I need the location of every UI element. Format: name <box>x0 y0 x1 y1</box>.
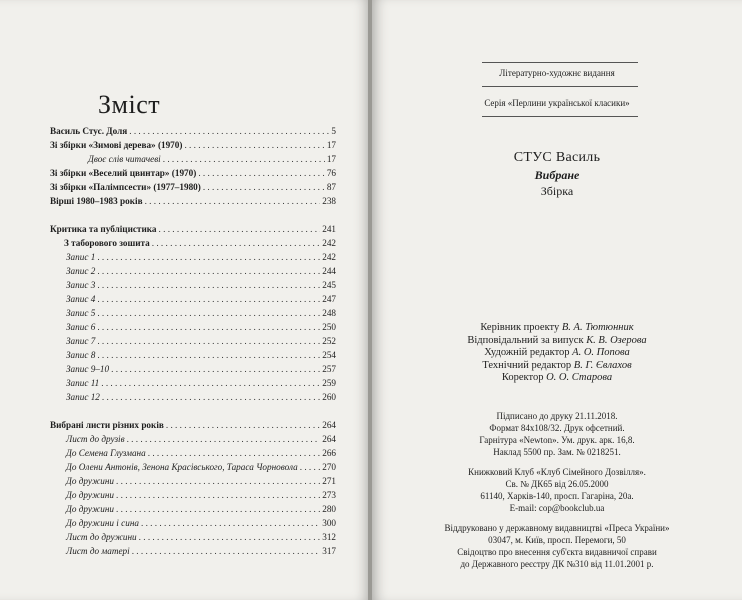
toc-entry <box>50 250 336 264</box>
toc-leader-dots <box>139 530 321 544</box>
toc-entry <box>50 502 336 516</box>
toc-entry <box>50 334 336 348</box>
toc-entry <box>50 488 336 502</box>
credit-person: О. О. Старова <box>546 372 613 383</box>
top-rule <box>482 62 638 63</box>
toc-leader-dots <box>97 334 320 348</box>
credit-person: В. Г. Євлахов <box>573 359 632 371</box>
toc-entry <box>50 544 336 558</box>
toc-entry-title: До Семена Глузмана <box>66 448 146 458</box>
toc-page-number: 264 <box>322 420 336 430</box>
toc-section <box>50 222 336 404</box>
toc-leader-dots <box>129 124 329 138</box>
toc-page-number: 273 <box>322 490 336 500</box>
toc-page-number: 248 <box>322 308 336 318</box>
toc-leader-dots <box>116 474 320 488</box>
toc-leader-dots <box>152 236 320 250</box>
toc-leader-dots <box>97 250 320 264</box>
toc-page-number: 76 <box>326 168 336 178</box>
toc-page-number: 257 <box>322 364 336 374</box>
print-info-line: Наклад 5500 пр. Зам. № 0218251. <box>493 447 621 457</box>
toc-entry <box>50 180 336 194</box>
toc-page-number: 17 <box>326 154 336 164</box>
toc-entry-title: До дружини <box>66 476 114 486</box>
toc-entry-title: Запис 7 <box>66 336 96 346</box>
publisher-line: 61140, Харків-140, просп. Гагаріна, 20а. <box>480 491 634 501</box>
toc-entry-title: Критика та публіцистика <box>50 224 157 234</box>
credit-line <box>372 372 742 385</box>
toc-page-number: 312 <box>322 532 336 542</box>
toc-entry <box>50 264 336 278</box>
toc-entry <box>50 376 336 390</box>
toc-section <box>50 124 336 208</box>
toc-entry <box>50 348 336 362</box>
toc-page-number: 5 <box>331 126 336 136</box>
toc-page-number: 242 <box>322 252 336 262</box>
toc-entry <box>50 152 336 166</box>
toc-entry-title: До дружини <box>66 490 114 500</box>
printer-line: Свідоцтво про внесення суб'єкта видавничої справи <box>457 547 657 557</box>
toc-page-number: 245 <box>322 280 336 290</box>
print-info-line: Підписано до друку 21.11.2018. <box>496 411 618 421</box>
toc-entry-title: До дружини і сина <box>66 518 139 528</box>
toc-section <box>50 418 336 558</box>
toc-leader-dots <box>97 320 320 334</box>
toc-entry <box>50 222 336 236</box>
toc-entry-title: Зі збірки «Зимові дерева» (1970) <box>50 140 183 150</box>
toc-leader-dots <box>141 516 320 530</box>
credit-person: К. В. Озерова <box>586 334 647 346</box>
toc-entry-title: Запис 6 <box>66 322 96 332</box>
credit-role: Керівник проекту <box>480 322 560 333</box>
publisher-email: E-mail: cop@bookclub.ua <box>509 503 605 513</box>
toc-leader-dots <box>184 138 324 152</box>
toc-leader-dots <box>203 180 325 194</box>
middle-rule <box>482 86 638 87</box>
toc-page-number: 270 <box>322 462 336 472</box>
toc-entry <box>50 166 336 180</box>
toc-entry <box>50 530 336 544</box>
right-page-imprint <box>372 0 742 600</box>
toc-entry-title: Лист до друзів <box>66 434 125 444</box>
toc-entry <box>50 474 336 488</box>
toc-page-number: 317 <box>322 546 336 556</box>
toc-entry-title: Запис 1 <box>66 252 96 262</box>
toc-entry-title: До Олени Антонів, Зенона Красівського, Тараса Чорновола <box>66 462 298 472</box>
left-page-contents <box>0 0 370 600</box>
edition-type: Літературно-художнє видання <box>499 68 615 78</box>
toc-leader-dots <box>97 306 320 320</box>
toc-leader-dots <box>163 152 325 166</box>
toc-entry-title: Зі збірки «Палімпсести» (1977–1980) <box>50 182 201 192</box>
toc-page-number: 266 <box>322 448 336 458</box>
toc-entry <box>50 320 336 334</box>
printer-line: 03047, м. Київ, просп. Перемоги, 50 <box>488 535 626 545</box>
toc-leader-dots <box>101 376 320 390</box>
toc-page-number: 260 <box>322 392 336 402</box>
toc-page-number: 241 <box>322 224 336 234</box>
credit-person: В. А. Тютюнник <box>561 322 634 333</box>
toc-leader-dots <box>116 502 320 516</box>
toc-entry <box>50 138 336 152</box>
toc-entry <box>50 306 336 320</box>
toc-leader-dots <box>166 418 320 432</box>
toc-leader-dots <box>300 460 321 474</box>
toc-entry <box>50 292 336 306</box>
credits-block <box>372 322 742 385</box>
bottom-rule <box>482 116 638 117</box>
toc-leader-dots <box>102 390 320 404</box>
credit-line <box>372 360 742 373</box>
credit-role: Відповідальний за випуск <box>467 334 584 346</box>
book-title: Вибране <box>534 168 580 182</box>
toc-leader-dots <box>97 292 320 306</box>
table-of-contents <box>50 124 336 558</box>
credit-line <box>372 335 742 348</box>
toc-page-number: 244 <box>322 266 336 276</box>
toc-leader-dots <box>97 264 320 278</box>
printer-line: Віддруковано у державному видавництві «Преса України» <box>444 523 670 533</box>
toc-entry <box>50 278 336 292</box>
toc-entry <box>50 194 336 208</box>
toc-page-number: 264 <box>322 434 336 444</box>
toc-leader-dots <box>116 488 320 502</box>
toc-page-number: 238 <box>322 196 336 206</box>
toc-entry-title: Лист до матері <box>66 546 130 556</box>
toc-entry <box>50 460 336 474</box>
credit-role: Технічний редактор <box>482 359 572 371</box>
toc-page-number: 254 <box>322 350 336 360</box>
toc-entry-title: Двоє слів читачеві <box>88 154 161 164</box>
toc-page-number: 259 <box>322 378 336 388</box>
toc-page-number: 250 <box>322 322 336 332</box>
toc-leader-dots <box>111 362 320 376</box>
credit-person: А. О. Попова <box>572 347 630 358</box>
toc-leader-dots <box>148 446 321 460</box>
toc-entry-title: Вибрані листи різних років <box>50 420 164 430</box>
toc-entry <box>50 418 336 432</box>
contents-title: Зміст <box>98 90 161 119</box>
toc-entry-title: Вірші 1980–1983 років <box>50 196 143 206</box>
publisher-line: Книжковий Клуб «Клуб Сімейного Дозвілля». <box>468 467 646 477</box>
toc-entry-title: Лист до дружини <box>66 532 137 542</box>
credit-line <box>372 322 742 335</box>
credit-line <box>372 347 742 360</box>
toc-entry <box>50 362 336 376</box>
toc-entry-title: Запис 4 <box>66 294 96 304</box>
toc-leader-dots <box>159 222 321 236</box>
toc-page-number: 271 <box>322 476 336 486</box>
author-name: СТУС Василь <box>513 150 601 165</box>
print-info-line: Гарнітура «Newton». Ум. друк. арк. 16,8. <box>479 435 635 445</box>
publisher-block <box>372 466 742 514</box>
toc-entry <box>50 236 336 250</box>
toc-page-number: 242 <box>322 238 336 248</box>
toc-entry <box>50 446 336 460</box>
toc-leader-dots <box>145 194 321 208</box>
toc-page-number: 252 <box>322 336 336 346</box>
print-info-line: Формат 84х108/32. Друк офсетний. <box>489 423 625 433</box>
toc-leader-dots <box>97 348 320 362</box>
toc-entry-title: З таборового зошита <box>64 238 150 248</box>
toc-entry-title: Василь Стус. Доля <box>50 126 128 136</box>
toc-entry <box>50 390 336 404</box>
credit-role: Коректор <box>501 372 544 383</box>
toc-page-number: 300 <box>322 518 336 528</box>
printer-block <box>372 522 742 570</box>
printer-line: до Державного реєстру ДК №310 від 11.01.2001 р. <box>460 559 654 569</box>
toc-entry-title: Запис 8 <box>66 350 96 360</box>
print-info-block <box>372 410 742 458</box>
toc-entry <box>50 516 336 530</box>
toc-entry-title: До дружини <box>66 504 114 514</box>
credit-role: Художній редактор <box>484 347 570 358</box>
toc-page-number: 280 <box>322 504 336 514</box>
toc-entry-title: Запис 9–10 <box>66 364 110 374</box>
toc-page-number: 17 <box>326 140 336 150</box>
toc-entry-title: Зі збірки «Веселий цвинтар» (1970) <box>50 168 197 178</box>
toc-leader-dots <box>132 544 321 558</box>
toc-leader-dots <box>97 278 320 292</box>
toc-entry-title: Запис 11 <box>66 378 100 388</box>
toc-entry-title: Запис 5 <box>66 308 96 318</box>
publisher-line: Св. № ДК65 від 26.05.2000 <box>505 479 609 489</box>
toc-entry-title: Запис 12 <box>66 392 100 402</box>
toc-page-number: 247 <box>322 294 336 304</box>
toc-entry-title: Запис 2 <box>66 266 96 276</box>
series-name: Серія «Перлини української класики» <box>484 98 630 108</box>
toc-entry-title: Запис 3 <box>66 280 96 290</box>
toc-leader-dots <box>198 166 325 180</box>
toc-leader-dots <box>127 432 321 446</box>
toc-entry <box>50 124 336 138</box>
book-subtitle: Збірка <box>540 184 574 198</box>
toc-entry <box>50 432 336 446</box>
toc-page-number: 87 <box>326 182 336 192</box>
